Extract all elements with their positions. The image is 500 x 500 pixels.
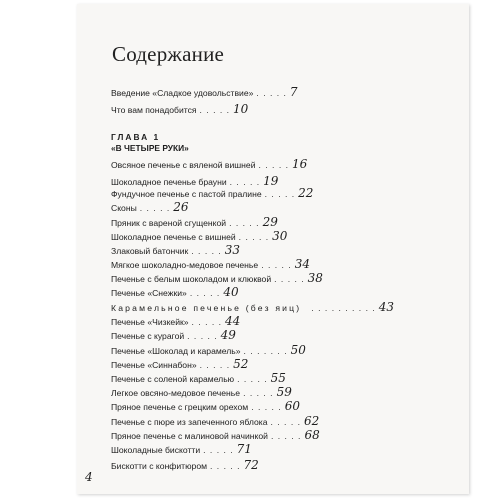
toc-entry-title: Печенье с пюре из запеченного яблока [111,417,268,427]
leader-dots: . . . . . . . [243,346,288,356]
toc-entry-page: 33 [224,243,241,257]
toc-entry [111,244,240,257]
toc-entry-title: Печенье с соленой карамелью [111,374,235,384]
toc-entry [111,315,240,328]
toc-entry [111,459,259,472]
leader-dots: . . . . . [139,203,171,213]
toc-entry-page: 59 [276,385,292,399]
toc-entry-title: Шоколадное печенье с вишней [111,232,236,242]
toc-entry-title: Мягкое шоколадно-медовое печенье [111,260,259,270]
leader-dots: . . . . . [191,246,222,256]
leader-dots: . . . . . [270,417,301,427]
leader-dots: . . . . . [237,374,268,384]
toc-entry-title: Печенье «Синнабон» [111,360,197,370]
toc-entry-title: Легкое овсяно-медовое печенье [111,388,241,398]
leader-dots: . . . . . [210,461,241,471]
toc-entry [111,400,300,413]
toc-entry-title: Пряное печенье с грецким орехом [111,402,249,412]
toc-entry [111,415,319,428]
page-number: 4 [85,470,93,484]
toc-entry [111,86,298,99]
toc-entry-title: Печенье с курагой [111,331,185,341]
leader-dots: . . . . . [191,317,223,327]
chapter-label: ГЛАВА 1 [111,132,161,142]
toc-entry [111,216,278,229]
leader-dots: . . . . . [258,160,289,170]
toc-entry [111,372,286,385]
toc-entry-page: 50 [290,343,306,357]
toc-entry [111,429,320,442]
leader-dots: . . . . . [264,189,296,199]
toc-entry-title: Злаковый батончик [111,246,189,256]
leader-dots: . . . . . [251,402,282,412]
toc-entry-page: 26 [173,200,189,214]
toc-entry [111,158,307,171]
leader-dots: . . . . . . . . . . [311,303,376,313]
toc-entry [111,230,287,243]
toc-entry-title: Пряное печенье с малиновой начинкой [111,431,268,441]
toc-entry-page: 44 [225,314,241,328]
book-page [77,4,469,494]
toc-entry-page: 16 [292,157,308,171]
leader-dots: . . . . . [203,445,234,455]
toc-entry-title: Сконы [111,203,137,213]
toc-entry [111,386,292,399]
toc-entry [111,301,394,314]
toc-entry [111,344,306,357]
toc-entry-page: 52 [233,357,249,371]
toc-entry-page: 55 [270,371,286,385]
toc-entry-page: 72 [243,458,259,472]
toc-entry-title: Бискотти с конфитюром [111,461,208,471]
toc-entry-page: 49 [220,328,236,342]
toc-entry-title: Овсяное печенье с вяленой вишней [111,160,256,170]
toc-entry-title: Фундучное печенье с пастой пралине [111,189,262,199]
leader-dots: . . . . . [229,177,261,187]
toc-entry-title: Печенье с белым шоколадом и клюквой [111,274,272,284]
toc-entry-title: Печенье «Чизкейк» [111,317,189,327]
toc-entry [111,358,248,371]
toc-entry [111,187,313,200]
toc-entry [111,272,323,285]
toc-entry-page: 40 [223,285,239,299]
leader-dots: . . . . . [238,232,270,242]
leader-dots: . . . . . [270,431,302,441]
leader-dots: . . . . . [199,105,231,115]
page-title: Содержание [112,42,225,66]
toc-entry-page: 22 [298,186,314,200]
leader-dots: . . . . . [243,388,274,398]
toc-entry-page: 29 [262,215,278,229]
toc-entry-title: Пряник с вареной сгущенкой [111,218,227,228]
toc-entry-title: Введение «Сладкое удовольствие» [111,88,254,98]
chapter-title: «В ЧЕТЫРЕ РУКИ» [111,143,189,153]
leader-dots: . . . . . [199,360,231,370]
toc-entry-page: 68 [304,428,320,442]
toc-entry-title: Шоколадное печенье брауни [111,177,227,187]
leader-dots: . . . . . [187,331,218,341]
toc-entry-page: 34 [294,257,310,271]
toc-entry-page: 19 [263,174,279,188]
toc-entry-title: Шоколадные бискотти [111,445,201,455]
toc-entry [111,286,239,299]
leader-dots: . . . . . [256,88,287,98]
toc-entry-page: 71 [236,442,252,456]
toc-entry [111,103,248,116]
toc-entry-title: Печенье «Снежки» [111,288,187,298]
toc-entry-title: Что вам понадобится [111,105,197,115]
leader-dots: . . . . . [229,218,260,228]
toc-entry-page: 43 [378,300,395,314]
toc-entry-page: 10 [233,102,249,116]
leader-dots: . . . . . [274,274,305,284]
toc-entry [111,329,236,342]
leader-dots: . . . . . [189,288,221,298]
toc-entry-page: 30 [272,229,288,243]
toc-entry [111,258,310,271]
toc-entry-page: 38 [307,271,323,285]
toc-entry-title: Карамельное печенье (без яиц) [111,303,302,313]
toc-entry-title: Печенье «Шоколад и карамель» [111,346,241,356]
toc-entry-page: 7 [289,85,298,99]
toc-entry [111,443,252,456]
leader-dots: . . . . . [261,260,292,270]
toc-entry-page: 62 [304,414,320,428]
toc-entry [111,201,189,214]
toc-entry-page: 60 [284,399,300,413]
